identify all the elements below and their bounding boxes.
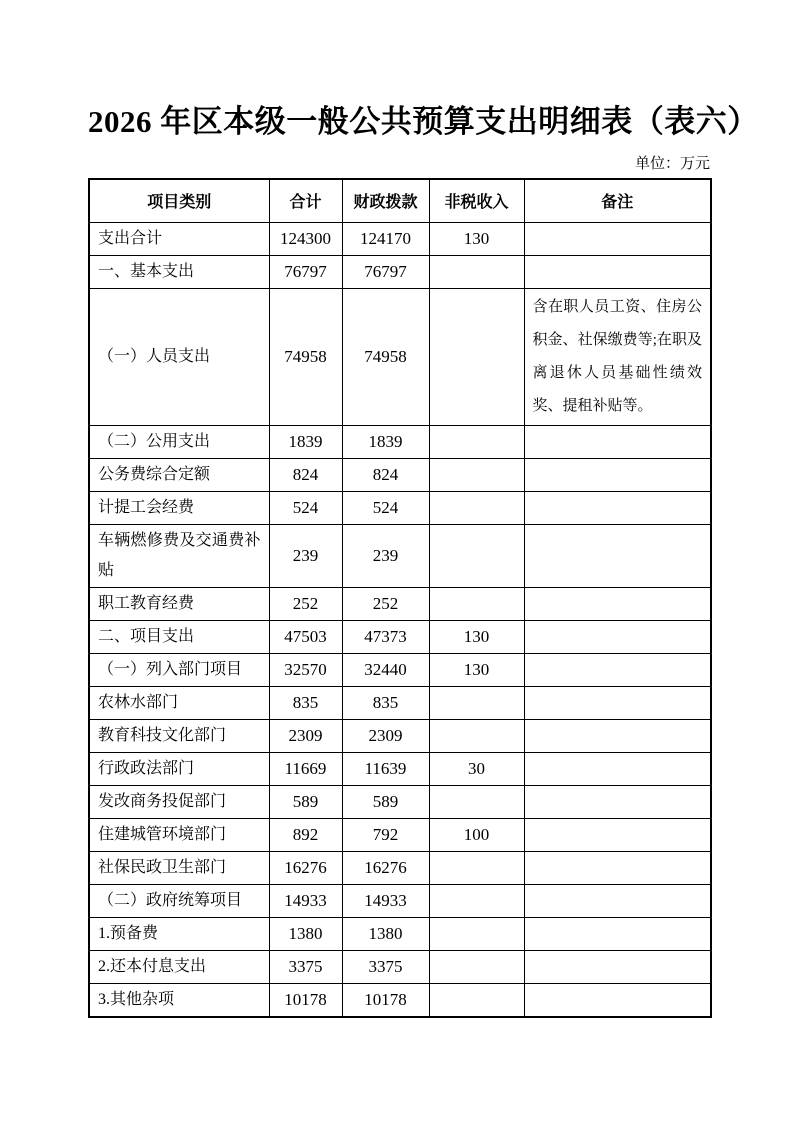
row-remark-cell bbox=[524, 818, 711, 851]
row-total-cell: 1839 bbox=[269, 425, 342, 458]
page-title: 2026 年区本级一般公共预算支出明细表（表六） bbox=[88, 104, 759, 139]
row-fiscal-cell: 76797 bbox=[342, 255, 429, 288]
row-nontax-cell bbox=[429, 719, 524, 752]
row-label-cell: 一、基本支出 bbox=[89, 255, 269, 288]
row-fiscal-cell: 835 bbox=[342, 686, 429, 719]
row-remark-cell bbox=[524, 950, 711, 983]
row-fiscal-cell: 10178 bbox=[342, 983, 429, 1017]
row-remark-cell bbox=[524, 620, 711, 653]
row-label-cell: （二）政府统筹项目 bbox=[89, 884, 269, 917]
row-total-cell: 2309 bbox=[269, 719, 342, 752]
row-fiscal-cell: 11639 bbox=[342, 752, 429, 785]
row-remark-cell bbox=[524, 255, 711, 288]
row-label-cell: 公务费综合定额 bbox=[89, 458, 269, 491]
row-fiscal-cell: 3375 bbox=[342, 950, 429, 983]
row-label-cell: 职工教育经费 bbox=[89, 587, 269, 620]
table-row bbox=[89, 288, 711, 425]
row-nontax-cell: 130 bbox=[429, 620, 524, 653]
row-label-cell: 住建城管环境部门 bbox=[89, 818, 269, 851]
row-fiscal-cell: 2309 bbox=[342, 719, 429, 752]
row-label-cell: 教育科技文化部门 bbox=[89, 719, 269, 752]
row-total-cell: 3375 bbox=[269, 950, 342, 983]
table-row bbox=[89, 587, 711, 620]
row-label-cell: 1.预备费 bbox=[89, 917, 269, 950]
row-total-cell: 10178 bbox=[269, 983, 342, 1017]
row-total-cell: 11669 bbox=[269, 752, 342, 785]
row-fiscal-cell: 1380 bbox=[342, 917, 429, 950]
row-remark-cell bbox=[524, 222, 711, 255]
row-total-cell: 74958 bbox=[269, 288, 342, 425]
row-remark-cell: 含在职人员工资、住房公积金、社保缴费等;在职及离退休人员基础性绩效奖、提租补贴等。 bbox=[524, 288, 711, 425]
row-remark-cell bbox=[524, 587, 711, 620]
header-fiscal-appropriation: 财政拨款 bbox=[342, 179, 429, 222]
row-remark-cell bbox=[524, 983, 711, 1017]
table-row bbox=[89, 686, 711, 719]
table-row bbox=[89, 950, 711, 983]
row-remark-cell bbox=[524, 719, 711, 752]
row-fiscal-cell: 239 bbox=[342, 524, 429, 587]
table-row bbox=[89, 785, 711, 818]
table-row bbox=[89, 884, 711, 917]
row-nontax-cell bbox=[429, 917, 524, 950]
row-remark-cell bbox=[524, 425, 711, 458]
row-total-cell: 239 bbox=[269, 524, 342, 587]
table-row bbox=[89, 818, 711, 851]
row-label-cell: 3.其他杂项 bbox=[89, 983, 269, 1017]
row-fiscal-cell: 14933 bbox=[342, 884, 429, 917]
row-label-cell: 发改商务投促部门 bbox=[89, 785, 269, 818]
row-fiscal-cell: 74958 bbox=[342, 288, 429, 425]
row-fiscal-cell: 1839 bbox=[342, 425, 429, 458]
row-total-cell: 124300 bbox=[269, 222, 342, 255]
row-label-cell: 支出合计 bbox=[89, 222, 269, 255]
row-fiscal-cell: 792 bbox=[342, 818, 429, 851]
row-fiscal-cell: 589 bbox=[342, 785, 429, 818]
table-row bbox=[89, 425, 711, 458]
row-total-cell: 76797 bbox=[269, 255, 342, 288]
budget-table bbox=[88, 178, 712, 1018]
row-remark-cell bbox=[524, 653, 711, 686]
row-label-cell: （一）列入部门项目 bbox=[89, 653, 269, 686]
table-row bbox=[89, 255, 711, 288]
table-row bbox=[89, 752, 711, 785]
row-label-cell: 农林水部门 bbox=[89, 686, 269, 719]
row-remark-cell bbox=[524, 752, 711, 785]
row-fiscal-cell: 32440 bbox=[342, 653, 429, 686]
row-label-cell: 2.还本付息支出 bbox=[89, 950, 269, 983]
row-total-cell: 14933 bbox=[269, 884, 342, 917]
row-fiscal-cell: 524 bbox=[342, 491, 429, 524]
row-fiscal-cell: 16276 bbox=[342, 851, 429, 884]
row-total-cell: 524 bbox=[269, 491, 342, 524]
row-nontax-cell: 130 bbox=[429, 222, 524, 255]
row-total-cell: 32570 bbox=[269, 653, 342, 686]
table-row bbox=[89, 222, 711, 255]
row-nontax-cell bbox=[429, 950, 524, 983]
row-nontax-cell bbox=[429, 255, 524, 288]
row-nontax-cell bbox=[429, 458, 524, 491]
table-row bbox=[89, 491, 711, 524]
row-nontax-cell bbox=[429, 851, 524, 884]
header-remarks: 备注 bbox=[524, 179, 711, 222]
table-row bbox=[89, 653, 711, 686]
header-row bbox=[89, 179, 711, 222]
row-fiscal-cell: 824 bbox=[342, 458, 429, 491]
row-nontax-cell bbox=[429, 785, 524, 818]
row-total-cell: 16276 bbox=[269, 851, 342, 884]
row-label-cell: 计提工会经费 bbox=[89, 491, 269, 524]
row-remark-cell bbox=[524, 917, 711, 950]
table-row bbox=[89, 851, 711, 884]
table-row bbox=[89, 458, 711, 491]
row-total-cell: 892 bbox=[269, 818, 342, 851]
table-row bbox=[89, 524, 711, 587]
row-label-cell: 行政政法部门 bbox=[89, 752, 269, 785]
unit-label: 单位：万元 bbox=[634, 156, 710, 172]
row-remark-cell bbox=[524, 851, 711, 884]
row-nontax-cell bbox=[429, 288, 524, 425]
row-remark-cell bbox=[524, 785, 711, 818]
row-remark-cell bbox=[524, 686, 711, 719]
row-remark-cell bbox=[524, 884, 711, 917]
row-nontax-cell bbox=[429, 983, 524, 1017]
row-total-cell: 1380 bbox=[269, 917, 342, 950]
row-fiscal-cell: 124170 bbox=[342, 222, 429, 255]
row-remark-cell bbox=[524, 491, 711, 524]
row-label-cell: 二、项目支出 bbox=[89, 620, 269, 653]
row-nontax-cell bbox=[429, 686, 524, 719]
row-fiscal-cell: 47373 bbox=[342, 620, 429, 653]
table-row bbox=[89, 719, 711, 752]
row-remark-cell bbox=[524, 458, 711, 491]
row-total-cell: 252 bbox=[269, 587, 342, 620]
table-row bbox=[89, 620, 711, 653]
row-total-cell: 47503 bbox=[269, 620, 342, 653]
header-category: 项目类别 bbox=[89, 179, 269, 222]
row-label-cell: （二）公用支出 bbox=[89, 425, 269, 458]
row-total-cell: 589 bbox=[269, 785, 342, 818]
row-label-cell: （一）人员支出 bbox=[89, 288, 269, 425]
row-total-cell: 824 bbox=[269, 458, 342, 491]
row-nontax-cell bbox=[429, 491, 524, 524]
header-total: 合计 bbox=[269, 179, 342, 222]
table-row bbox=[89, 983, 711, 1017]
row-nontax-cell bbox=[429, 425, 524, 458]
row-label-cell: 社保民政卫生部门 bbox=[89, 851, 269, 884]
row-nontax-cell bbox=[429, 524, 524, 587]
row-nontax-cell bbox=[429, 884, 524, 917]
row-remark-cell bbox=[524, 524, 711, 587]
row-label-cell: 车辆燃修费及交通费补贴 bbox=[89, 524, 269, 587]
row-total-cell: 835 bbox=[269, 686, 342, 719]
row-nontax-cell: 100 bbox=[429, 818, 524, 851]
header-nontax-revenue: 非税收入 bbox=[429, 179, 524, 222]
table-row bbox=[89, 917, 711, 950]
row-nontax-cell: 30 bbox=[429, 752, 524, 785]
row-nontax-cell: 130 bbox=[429, 653, 524, 686]
row-fiscal-cell: 252 bbox=[342, 587, 429, 620]
row-nontax-cell bbox=[429, 587, 524, 620]
